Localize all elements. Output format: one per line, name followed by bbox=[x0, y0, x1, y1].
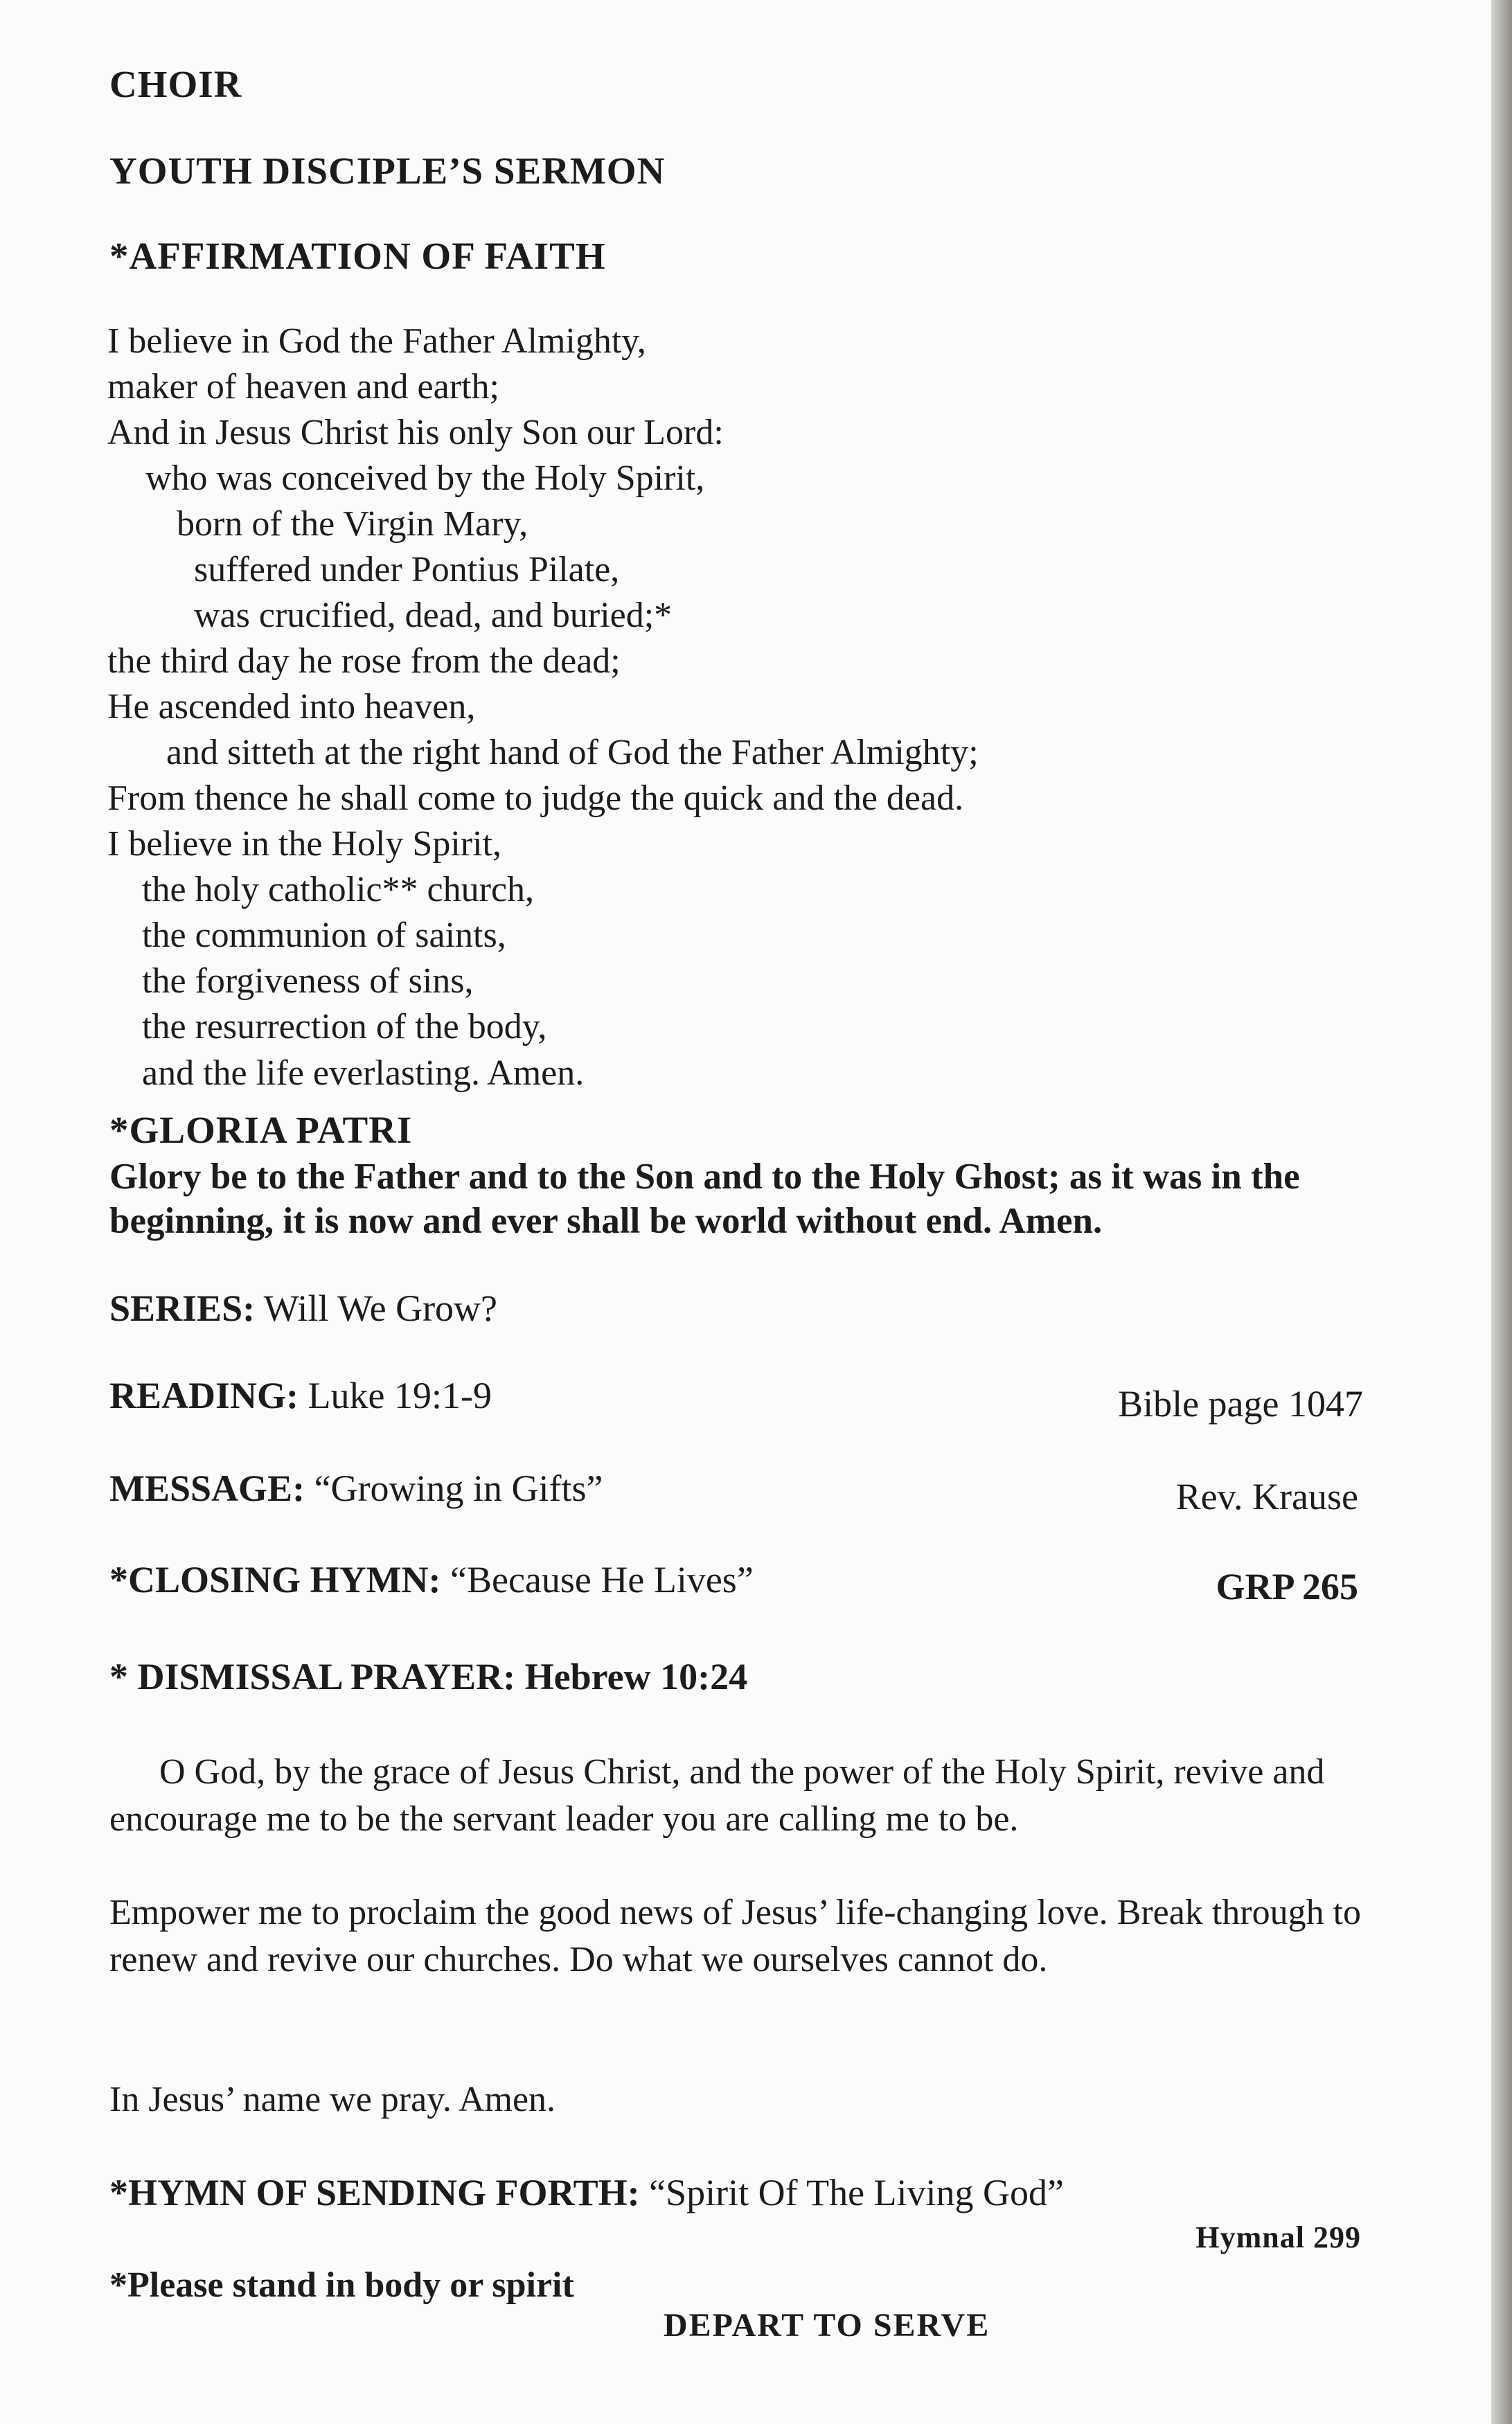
creed-line: the communion of saints, bbox=[142, 916, 506, 956]
closing-hymn-label: *CLOSING HYMN: bbox=[109, 1559, 441, 1601]
stand-note: *Please stand in body or spirit bbox=[109, 2265, 574, 2305]
closing-hymn-line bbox=[109, 1558, 754, 1601]
creed-line: the forgiveness of sins, bbox=[142, 961, 474, 1001]
heading-youth-sermon: YOUTH DISCIPLE’S SERMON bbox=[109, 150, 666, 192]
heading-choir: CHOIR bbox=[109, 63, 242, 105]
sending-hymn-number: Hymnal 299 bbox=[1195, 2220, 1361, 2254]
page-edge-shadow bbox=[1491, 0, 1512, 2424]
creed-line: From thence he shall come to judge the quick and the dead. bbox=[107, 778, 964, 819]
sending-hymn-label: *HYMN OF SENDING FORTH: bbox=[109, 2172, 640, 2213]
creed-line: the resurrection of the body, bbox=[142, 1007, 547, 1047]
reading-line bbox=[109, 1374, 492, 1417]
creed-line: He ascended into heaven, bbox=[107, 687, 476, 727]
creed-line: maker of heaven and earth; bbox=[107, 367, 499, 407]
reading-value: Luke 19:1-9 bbox=[299, 1375, 492, 1416]
message-line bbox=[109, 1467, 603, 1510]
closing-hymn-value: “Because He Lives” bbox=[441, 1559, 754, 1601]
creed-text bbox=[107, 319, 979, 1096]
creed-line: born of the Virgin Mary, bbox=[177, 504, 528, 544]
gloria-text: Glory be to the Father and to the Son and to the Holy Ghost; as it was in the beginning, it is now and ever shall be world without end. Amen. bbox=[109, 1157, 1300, 1241]
creed-line: And in Jesus Christ his only Son our Lord: bbox=[107, 413, 724, 453]
prayer-paragraph: Empower me to proclaim the good news of Jesus’ life-changing love. Break through to renew and revive our churches. Do what we ourselves cannot do. bbox=[109, 1893, 1362, 1979]
prayer-paragraph: O God, by the grace of Jesus Christ, and the power of the Holy Spirit, revive and encourage me to be the servant leader you are calling me to be. bbox=[109, 1752, 1325, 1839]
depart-to-serve: DEPART TO SERVE bbox=[664, 2307, 990, 2344]
creed-line: the third day he rose from the dead; bbox=[107, 641, 621, 681]
creed-line: the holy catholic** church, bbox=[142, 870, 535, 910]
series-label: SERIES: bbox=[109, 1287, 256, 1329]
heading-gloria: *GLORIA PATRI bbox=[109, 1109, 413, 1151]
message-value: “Growing in Gifts” bbox=[305, 1468, 603, 1509]
series-value: Will We Grow? bbox=[255, 1287, 498, 1329]
message-label: MESSAGE: bbox=[109, 1468, 305, 1509]
heading-affirmation: *AFFIRMATION OF FAITH bbox=[109, 235, 606, 277]
sending-hymn-value: “Spirit Of The Living God” bbox=[639, 2172, 1065, 2213]
series-line bbox=[109, 1287, 497, 1330]
closing-hymn-number: GRP 265 bbox=[1216, 1566, 1358, 1607]
creed-line: suffered under Pontius Pilate, bbox=[194, 550, 620, 590]
creed-line: and sitteth at the right hand of God the Father Almighty; bbox=[166, 733, 979, 773]
reading-label: READING: bbox=[109, 1375, 299, 1416]
sending-hymn-line bbox=[109, 2171, 1064, 2214]
dismissal-heading: * DISMISSAL PRAYER: Hebrew 10:24 bbox=[109, 1656, 748, 1697]
message-speaker: Rev. Krause bbox=[1175, 1476, 1358, 1517]
reading-page: Bible page 1047 bbox=[1118, 1383, 1363, 1425]
creed-line: who was conceived by the Holy Spirit, bbox=[145, 458, 705, 499]
creed-line: I believe in the Holy Spirit, bbox=[107, 824, 502, 864]
creed-line: and the life everlasting. Amen. bbox=[142, 1053, 585, 1093]
creed-line: was crucified, dead, and buried;* bbox=[194, 596, 673, 636]
creed-line: I believe in God the Father Almighty, bbox=[107, 321, 646, 361]
prayer-paragraph: In Jesus’ name we pray. Amen. bbox=[109, 2080, 556, 2119]
